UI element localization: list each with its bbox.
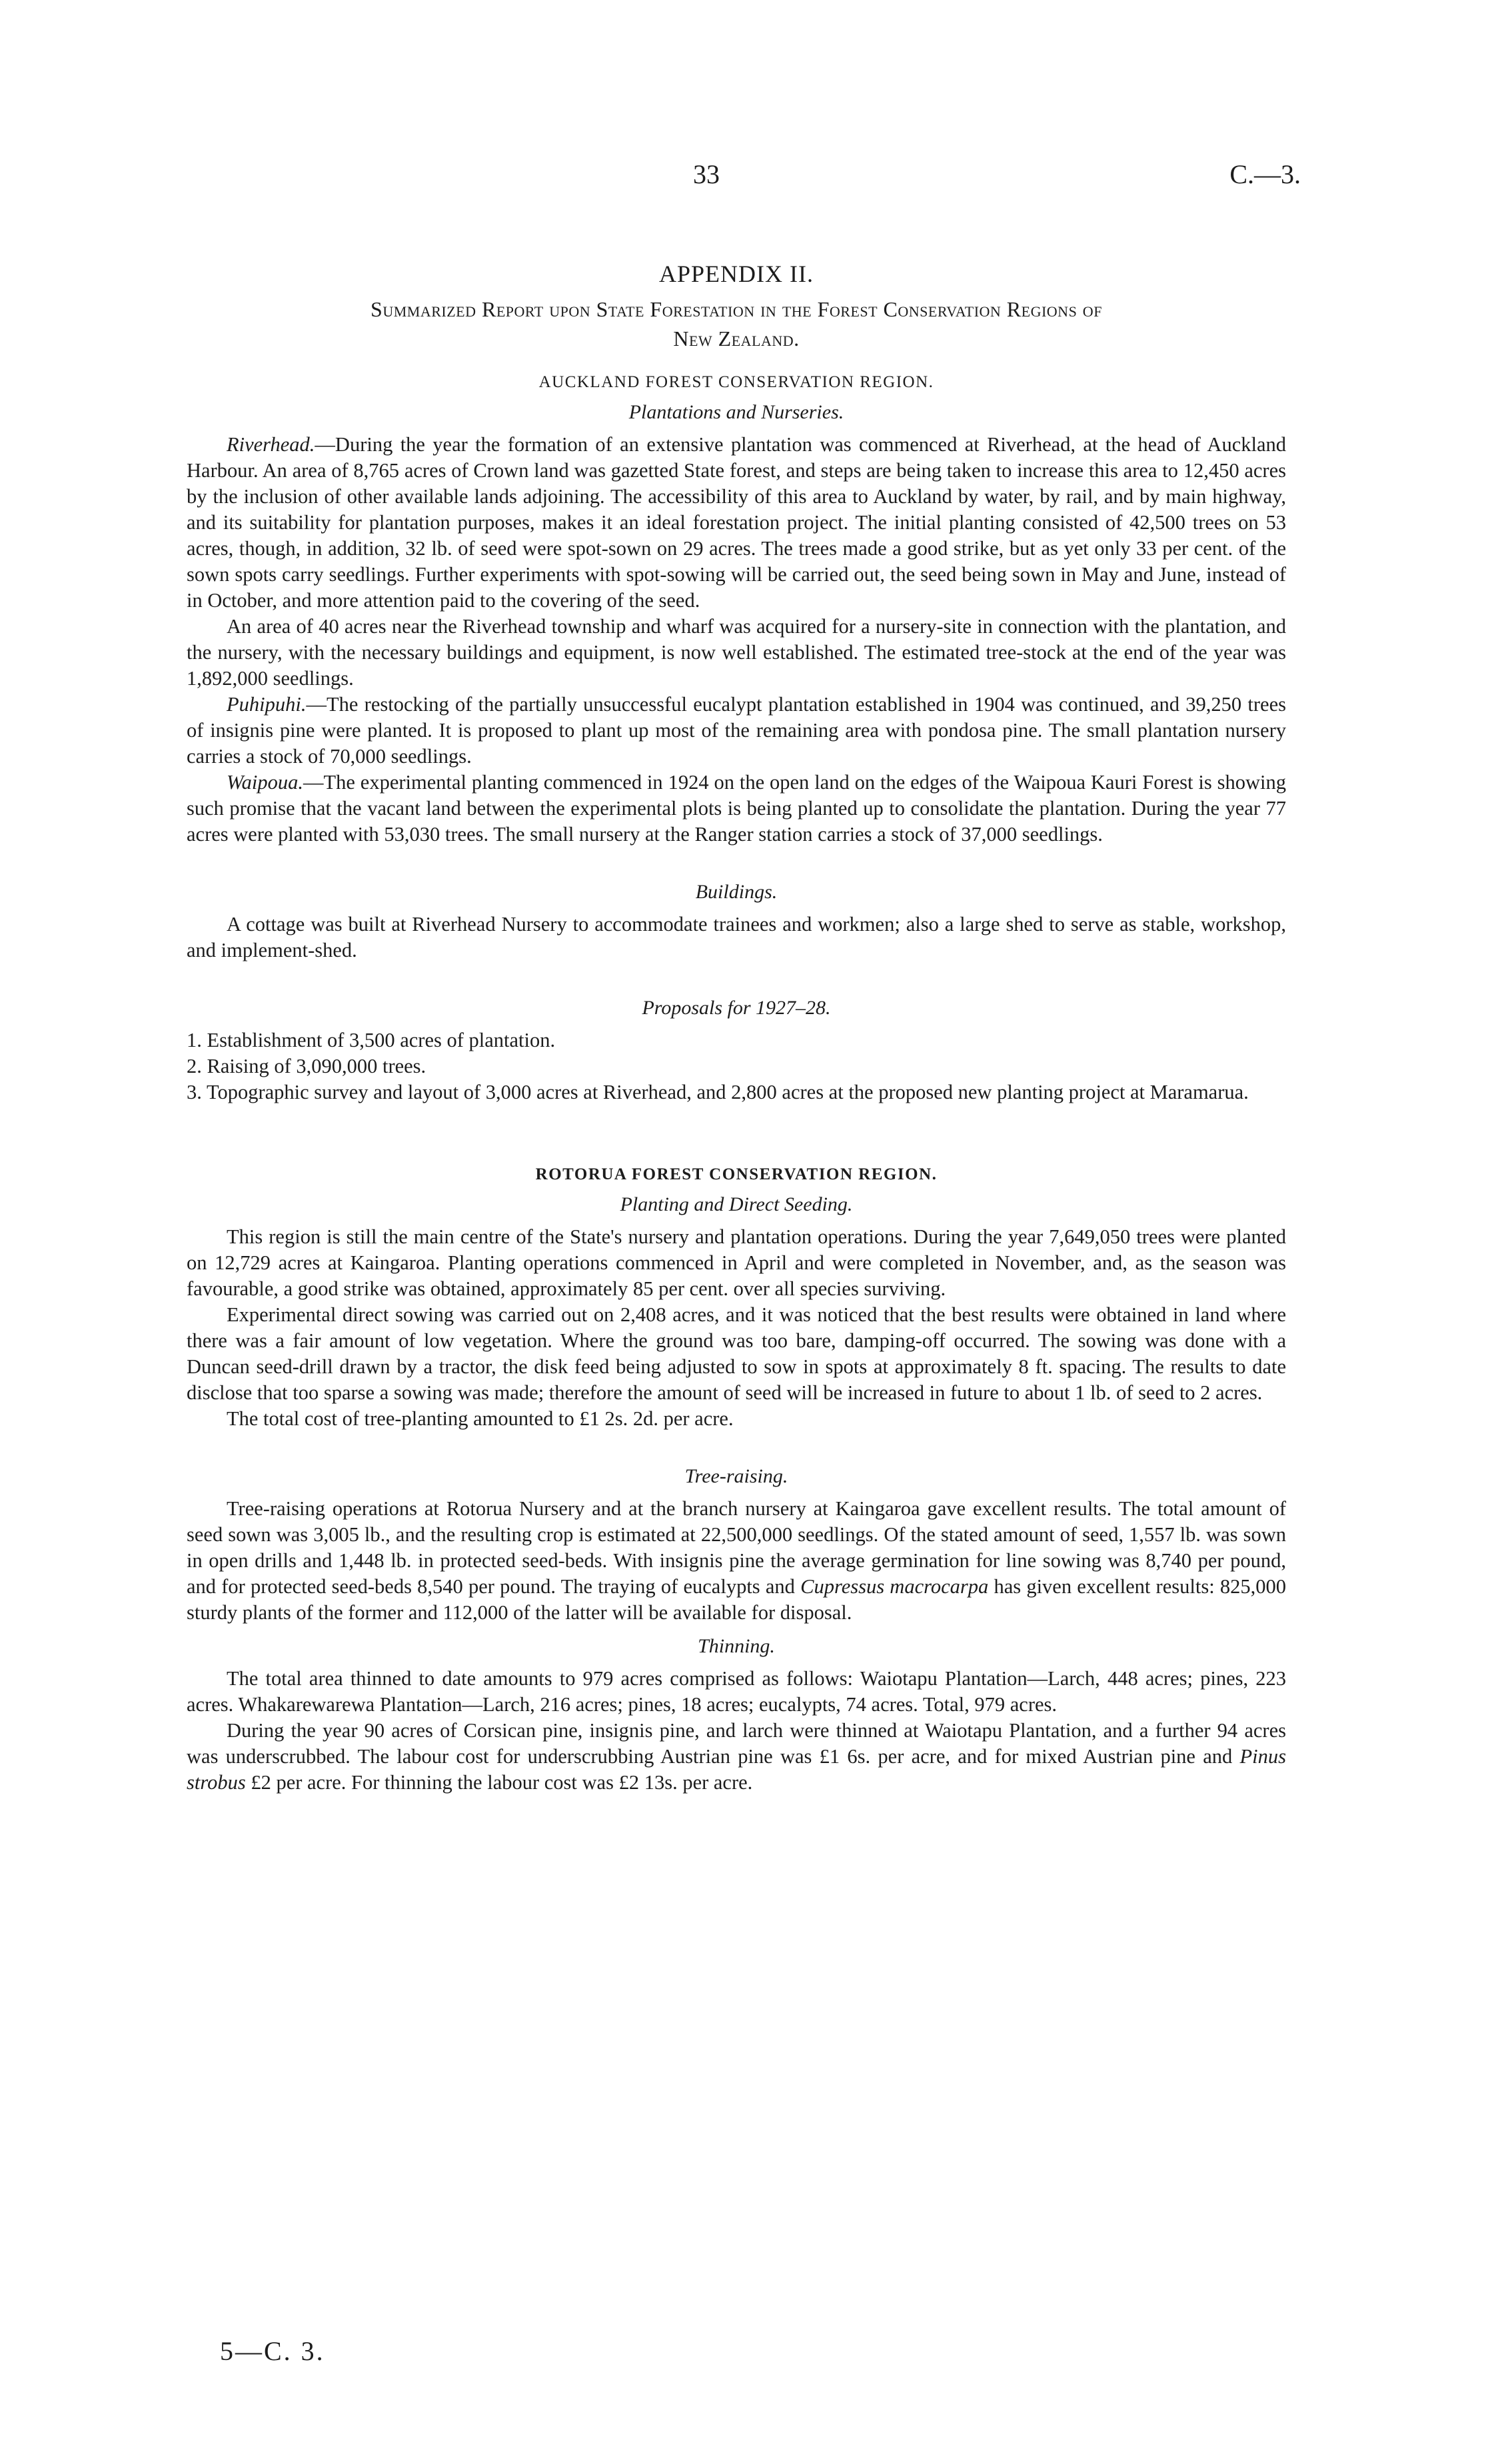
buildings-paragraph: A cottage was built at Riverhead Nursery to accommodate trainees and workmen; also a large shed to serve as stable, workshop, and implement-shed. <box>187 913 1286 961</box>
cupressus-species: Cupressus macrocarpa <box>800 1575 989 1598</box>
direct-sowing-paragraph: Experimental direct sowing was carried out on 2,408 acres, and it was noticed that the best results were obtained in land where there was a fair amount of low vegetation. Where the ground was too bare, damping-off occurred. The sowing was done with a Duncan seed-drill drawn by a tractor, the disk feed being adjusted to sow in spots at approximately 8 ft. spacing. The results to date disclose that too sparse a sowing was made; therefore the amount of seed will be increased in future to about 1 lb. of seed to 2 acres. <box>187 1303 1286 1404</box>
planting-seeding-heading: Planting and Direct Seeding. <box>620 1193 853 1215</box>
thinning-paragraph: The total area thinned to date amounts to 979 acres comprised as follows: Waiotapu Plantation—Larch, 448 acres; pines, 223 acres. Whakarewarewa Plantation—Larch, 216 acres; pines, 18 acres; eucalypts, 74 acres. Total, 979 acres. <box>187 1667 1286 1716</box>
plantations-nurseries-heading: Plantations and Nurseries. <box>628 401 844 423</box>
tree-raising-text-b: has given excellent results: 825,000 sturdy plants of the former and 112,000 of the latter will be available for disposal. <box>187 1575 1286 1624</box>
planting-paragraph: This region is still the main centre of the State's nursery and plantation operations. During the year 7,649,050 trees were planted on 12,729 acres at Kaingaroa. Planting operations commenced in April and were completed in November, and, as the season was favourable, a good strike was obtained, approximately 85 per cent. over all species surviving. <box>187 1225 1286 1300</box>
auckland-region-heading: AUCKLAND FOREST CONSERVATION REGION. <box>538 373 934 391</box>
thinning-heading: Thinning. <box>698 1635 775 1657</box>
document-reference: C.—3. <box>1229 159 1301 189</box>
riverhead-paragraph <box>187 432 1286 614</box>
proposals-list <box>187 1027 1286 1105</box>
page-number: 33 <box>693 159 720 189</box>
tree-raising-heading: Tree-raising. <box>684 1465 788 1487</box>
pinus-species: Pinus strobus <box>187 1745 1286 1794</box>
thinning-text-b: £2 per acre. For thinning the labour cost was £2 13s. per acre. <box>245 1771 753 1794</box>
page-header <box>0 159 1504 199</box>
proposals-heading: Proposals for 1927–28. <box>642 997 831 1019</box>
tree-raising-text-a: Tree-raising operations at Rotorua Nursery and at the branch nursery at Kaingaroa gave excellent results. The total amount of seed sown was 3,005 lb., and the resulting crop is estimated at 22,500,000 seedlings. Of the stated amount of seed, 1,557 lb. was sown in open drills and 1,448 lb. in protected seed-beds. With insignis pine the average germination for line sowing was 8,740 per pound, and for protected seed-beds 8,540 per pound. The traying of eucalypts and <box>187 1497 1286 1598</box>
buildings-heading: Buildings. <box>695 881 778 903</box>
tree-raising-paragraph <box>187 1496 1286 1626</box>
proposal-item: 2. Raising of 3,090,000 trees. <box>187 1055 426 1077</box>
puhipuhi-text: —The restocking of the partially unsuccessful eucalypt plantation established in 1904 was continued, and 39,250 trees of insignis pine were planted. It is proposed to plant up most of the remaining area with pondosa pine. The small plantation nursery carries a stock of 70,000 seedlings. <box>187 693 1286 768</box>
puhipuhi-label: Puhipuhi. <box>227 693 307 716</box>
waipoua-paragraph <box>187 770 1286 848</box>
report-title-line-2: New Zealand. <box>673 326 800 350</box>
planting-cost-paragraph: The total cost of tree-planting amounted to £1 2s. 2d. per acre. <box>227 1407 734 1430</box>
footer-reference: 5—C. 3. <box>220 2336 325 2366</box>
proposal-item: 1. Establishment of 3,500 acres of plantation. <box>187 1029 556 1051</box>
page-content <box>187 260 1286 1796</box>
waipoua-text: —The experimental planting commenced in 1924 on the open land on the edges of the Waipoua Kauri Forest is showing such promise that the vacant land between the experimental plots is being planted up to consolidate the plantation. During the year 77 acres were planted with 53,030 trees. The small nursery at the Ranger station carries a stock of 37,000 seedlings. <box>187 771 1286 846</box>
puhipuhi-paragraph <box>187 692 1286 770</box>
nursery-paragraph: An area of 40 acres near the Riverhead township and wharf was acquired for a nursery-site in connection with the plantation, and the nursery, with the necessary buildings and equipment, is now well established. The estimated tree-stock at the end of the year was 1,892,000 seedlings. <box>187 615 1286 690</box>
report-title-line-1: Summarized Report upon State Forestation in the Forest Conservation Regions of <box>371 297 1102 321</box>
report-title <box>187 295 1286 353</box>
thinning-cost-paragraph <box>187 1718 1286 1796</box>
riverhead-label: Riverhead. <box>227 433 315 456</box>
waipoua-label: Waipoua. <box>227 771 303 794</box>
rotorua-region-heading: ROTORUA FOREST CONSERVATION REGION. <box>535 1165 938 1183</box>
appendix-title: APPENDIX II. <box>659 261 814 287</box>
proposal-item: 3. Topographic survey and layout of 3,000 acres at Riverhead, and 2,800 acres at the proposed new planting project at Maramarua. <box>187 1081 1249 1103</box>
thinning-text-a: During the year 90 acres of Corsican pine, insignis pine, and larch were thinned at Waiotapu Plantation, and a further 94 acres was underscrubbed. The labour cost for underscrubbing Austrian pine was £1 6s. per acre, and for mixed Austrian pine and <box>187 1719 1286 1768</box>
riverhead-text: —During the year the formation of an extensive plantation was commenced at Riverhead, at the head of Auckland Harbour. An area of 8,765 acres of Crown land was gazetted State forest, and steps are being taken to increase this area to 12,450 acres by the inclusion of other available lands adjoining. The accessibility of this area to Auckland by water, by rail, and by main highway, and its suitability for plantation purposes, makes it an ideal forestation project. The initial planting consisted of 42,500 trees on 53 acres, though, in addition, 32 lb. of seed were spot-sown on 29 acres. The trees made a good strike, but as yet only 33 per cent. of the sown spots carry seedlings. Further experiments with spot-sowing will be carried out, the seed being sown in May and June, instead of in October, and more attention paid to the covering of the seed. <box>187 433 1286 612</box>
